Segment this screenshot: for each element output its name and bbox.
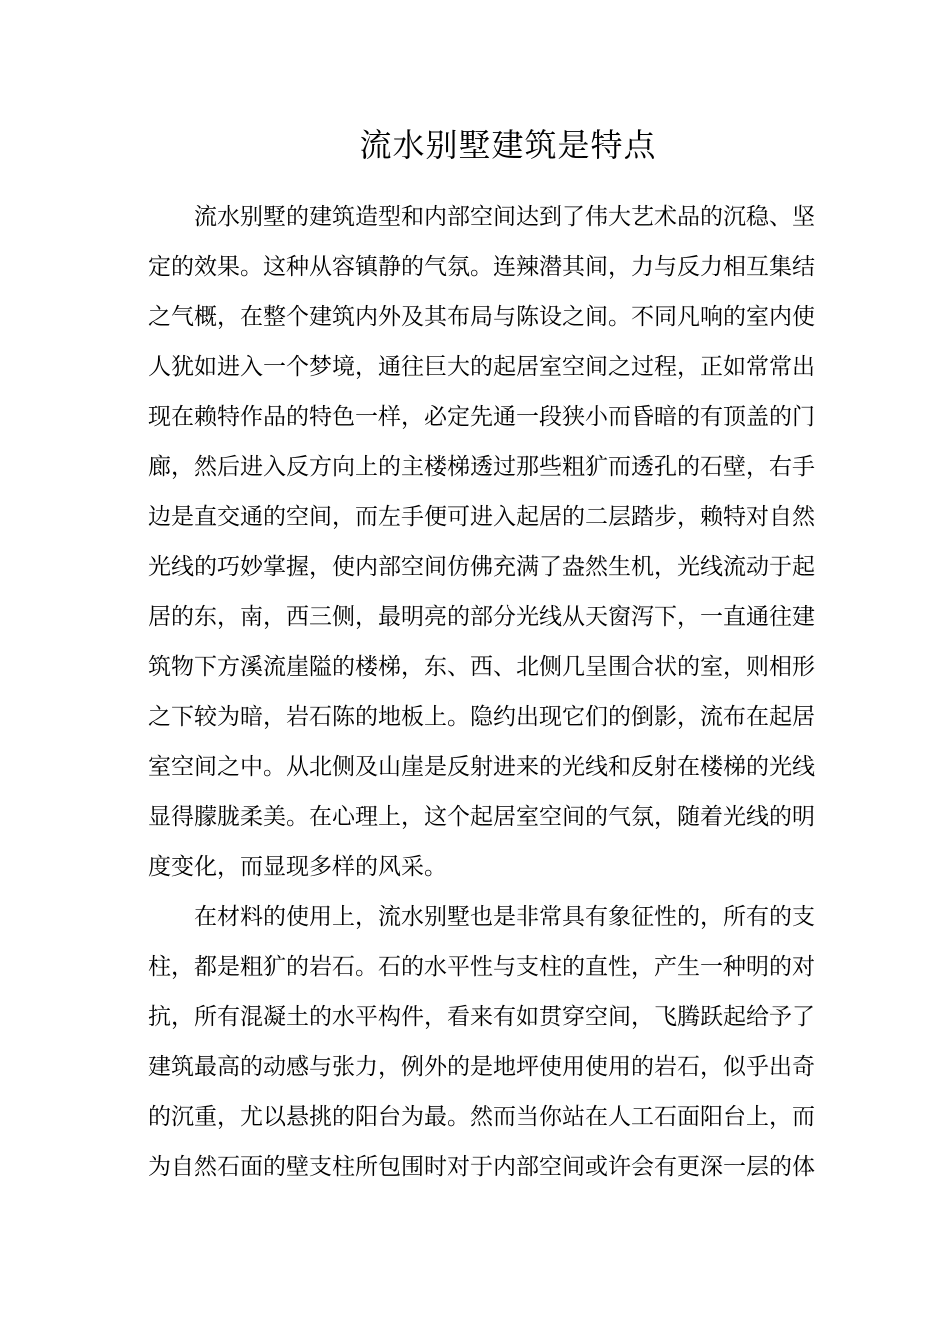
- text-line: 定的效果。这种从容镇静的气氛。连辣潜其间，力与反力相互集结: [148, 254, 815, 280]
- text-line: 光线的巧妙掌握，使内部空间仿佛充满了盎然生机，光线流动于起: [148, 554, 815, 580]
- text-line: 之下较为暗，岩石陈的地板上。隐约出现它们的倒影，流布在起居: [148, 704, 815, 730]
- text-line: 柱，都是粗犷的岩石。石的水平性与支柱的直性，产生一种明的对: [148, 954, 815, 980]
- text-line: 流水别墅的建筑造型和内部空间达到了伟大艺术品的沉稳、坚: [194, 204, 815, 230]
- page-title: 流水别墅建筑是特点: [359, 126, 657, 164]
- text-line: 居的东，南，西三侧，最明亮的部分光线从天窗泻下，一直通往建: [148, 604, 815, 630]
- text-line: 在材料的使用上，流水别墅也是非常具有象征性的，所有的支: [194, 904, 815, 930]
- text-line: 显得朦胧柔美。在心理上，这个起居室空间的气氛，随着光线的明: [148, 804, 815, 830]
- text-line: 室空间之中。从北侧及山崖是反射进来的光线和反射在楼梯的光线: [148, 754, 815, 780]
- text-line: 建筑最高的动感与张力，例外的是地坪使用使用的岩石，似乎出奇: [148, 1054, 815, 1080]
- document-body: [148, 192, 815, 1192]
- text-line: 抗，所有混凝土的水平构件，看来有如贯穿空间，飞腾跃起给予了: [148, 1004, 815, 1030]
- text-line: 现在赖特作品的特色一样，必定先通一段狭小而昏暗的有顶盖的门: [148, 404, 815, 430]
- text-line: 筑物下方溪流崖隘的楼梯，东、西、北侧几呈围合状的室，则相形: [148, 654, 815, 680]
- text-line: 为自然石面的壁支柱所包围时对于内部空间或许会有更深一层的体: [148, 1154, 815, 1180]
- text-line: 廊，然后进入反方向上的主楼梯透过那些粗犷而透孔的石壁，右手: [148, 454, 815, 480]
- paragraph-2: [148, 892, 815, 1192]
- text-line: 的沉重，尤以悬挑的阳台为最。然而当你站在人工石面阳台上，而: [148, 1104, 815, 1130]
- text-line: 边是直交通的空间，而左手便可进入起居的二层踏步，赖特对自然: [148, 504, 815, 530]
- text-line: 人犹如进入一个梦境，通往巨大的起居室空间之过程，正如常常出: [148, 354, 815, 380]
- text-line: 之气概，在整个建筑内外及其布局与陈设之间。不同凡响的室内使: [148, 304, 815, 330]
- paragraph-1: [148, 192, 815, 892]
- text-line: 度变化，而显现多样的风采。: [148, 854, 447, 880]
